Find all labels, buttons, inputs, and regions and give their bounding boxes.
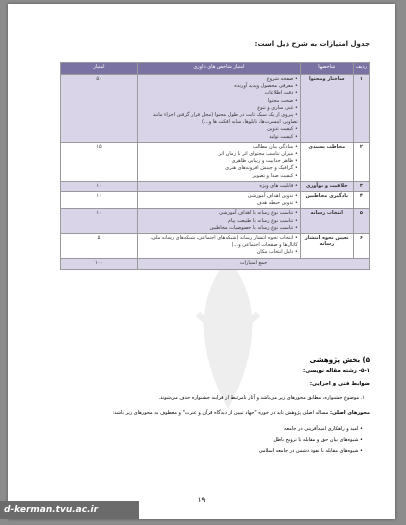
table-row [61, 192, 370, 209]
row-criteria [138, 75, 301, 143]
row-category: خلاقیت و نوآوری [300, 181, 353, 191]
score-table [60, 62, 370, 270]
row-score: ۵ [61, 234, 138, 259]
row-category: ساختار ومحتوا [300, 75, 353, 143]
criterion-item: • کیفیت تدوین [140, 126, 298, 133]
row-criteria [138, 209, 301, 234]
topic-item: • امید و راهکاری امیدآفرینی در جامعه [259, 424, 363, 435]
table-row [61, 142, 370, 181]
row-number: ۶ [353, 234, 369, 259]
row-number: ۵ [353, 209, 369, 234]
row-score: ۱۰ [61, 181, 138, 191]
criterion-item: • پیروی از یک سبک ثابت در طول محتوا (محل قرار گرفتن اجزاء مانند تصاویر، اینسرت‌ها، نابلوها، سایه افکت ها و...) [140, 112, 298, 126]
table-row [61, 75, 370, 143]
criterion-item: • انتخاب نحوه انتشار رسانه (شبکه‌های اجتماعی، شبکه‌های رسانه ملی، کانال‌ها و صفحات اجتماعی و...) [140, 235, 298, 249]
subsection-title: ۵-۱- رشته مقاله نویسی: [303, 368, 370, 374]
criterion-item: • کیفیت تولید [140, 134, 298, 141]
criterion-item: • تناسب نوع رسانه با خصوصیات مخاطبین [140, 225, 298, 232]
table-header-row [61, 63, 370, 75]
criterion-item: • تدوین حیطه هدف [140, 200, 298, 207]
row-number: ۴ [353, 192, 369, 209]
criterion-item: • غنی سازی و تنوع [140, 105, 298, 112]
university-logo-watermark-icon [178, 254, 278, 414]
row-score: ۱۵ [61, 142, 138, 181]
row-category: انتخاب رسانه [300, 209, 353, 234]
table-row [61, 209, 370, 234]
row-category: مخاطب پسندی [300, 142, 353, 181]
row-criteria [138, 234, 301, 259]
table-row [61, 234, 370, 259]
topic-item: • شیوه‌های مقابله با نفوذ دشمن در جامعه اسلامی [259, 446, 363, 457]
paragraph-topic: ۱. موضوع جشنواره، مطابق محورهای زیر می‌باشد و آثار نامرتبط از فرایند جشنواره حذف می‌شوند. [158, 395, 365, 401]
header-score: امتیاز [61, 63, 138, 75]
header-criteria: امتیاز شاخص های داوری [138, 63, 301, 75]
topic-list [259, 424, 363, 457]
row-score: ۱۰ [61, 209, 138, 234]
row-criteria [138, 192, 301, 209]
section-title: ۵) بخش پژوهشی [309, 356, 370, 364]
criterion-item: • قابلیت های ویژه [140, 183, 298, 190]
total-value: ۱۰۰ [61, 258, 138, 269]
criterion-item: • تدوین اهداف آموزشی [140, 193, 298, 200]
total-row [61, 258, 370, 269]
criterion-item: • گرافیک و چینش افزونه‌های هنری [140, 165, 298, 172]
criterion-item: • ظاهر جذابیت و زیبایی ظاهری [140, 158, 298, 165]
criterion-item: • صحت محتوا [140, 98, 298, 105]
row-number: ۱ [353, 75, 369, 143]
row-score: ۱۰ [61, 192, 138, 209]
criterion-item: • تناسب نوع رسانه با اهداف آموزشی [140, 210, 298, 217]
header-row-number: ردیف [353, 63, 369, 75]
main-axes-text: مساله اصلی پژوهش باید در حوزه "جهاد تبیین از دیدگاه قرآن و عترت" و معطوف به محورهای زیر باشد: [112, 410, 330, 416]
row-criteria [138, 181, 301, 191]
rules-title: ضوابط فنی و اجرایی: [309, 381, 370, 387]
criterion-item: • دلیل انتخاب مکان [140, 249, 298, 256]
paragraph-main-axes [33, 410, 370, 417]
document-page [8, 4, 395, 519]
row-category: یادگیری مخاطبین [300, 192, 353, 209]
criterion-item: • کیفیت صدا و تصویر [140, 173, 298, 180]
row-number: ۳ [353, 181, 369, 191]
criterion-item: • میزان تناسب محتوای اثر با زمان اثر [140, 151, 298, 158]
criterion-item: • دقت اطلاعات [140, 90, 298, 97]
row-criteria [138, 142, 301, 181]
site-url-badge[interactable]: d-kerman.tvu.ac.ir [0, 501, 139, 519]
total-label: جمع امتیازات [138, 258, 370, 269]
topic-item: • شیوه‌های بیان حق و مقابله با ترویج باطل [259, 435, 363, 446]
criterion-item: • تناسب نوع رسانه با طبیعت پیام [140, 218, 298, 225]
row-score: ۵۰ [61, 75, 138, 143]
row-number: ۲ [353, 142, 369, 181]
header-category: شاخصها [300, 63, 353, 75]
criterion-item: • معرفی محصول وپدید آورنده [140, 83, 298, 90]
criterion-item: • صفحه شروع [140, 76, 298, 83]
page-number: ۱۹ [197, 496, 206, 504]
table-row [61, 181, 370, 191]
row-category: تعیین نحوه انتشار رسانه [300, 234, 353, 259]
criterion-item: • سادگی بیان مطالب [140, 144, 298, 151]
main-axes-label: محورهای اصلی: [329, 410, 370, 416]
table-heading: جدول امتیازات به شرح ذیل است: [254, 40, 370, 48]
